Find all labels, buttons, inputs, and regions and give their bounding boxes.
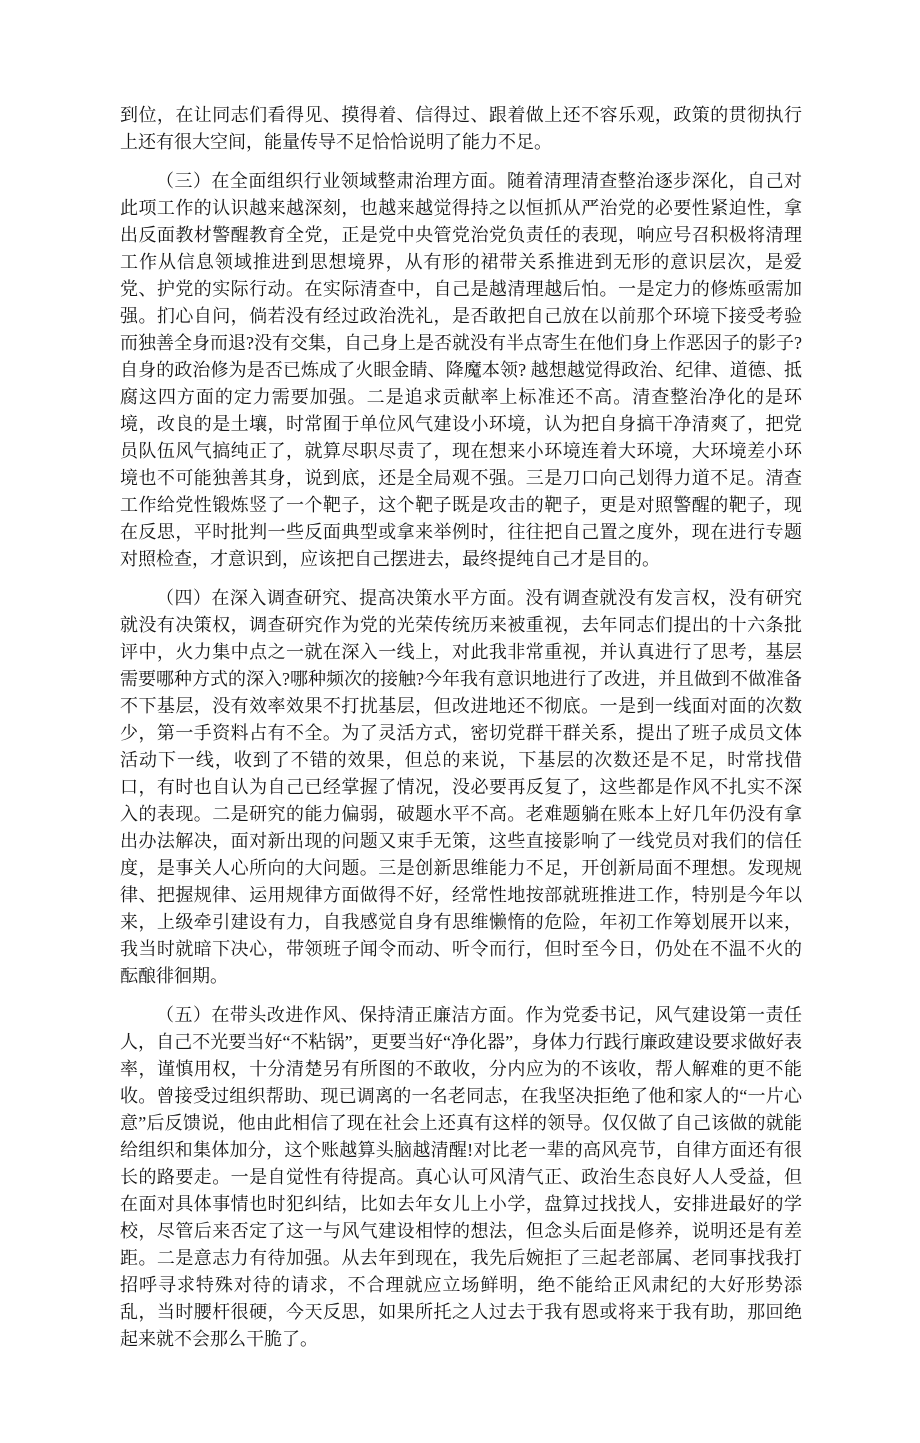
paragraph-continuation: 到位，在让同志们看得见、摸得着、信得过、跟着做上还不容乐观，政策的贯彻执行上还有很大空间，能量传导不足恰恰说明了能力不足。	[120, 105, 802, 152]
paragraph-section-4: （四）在深入调查研究、提高决策水平方面。没有调查就没有发言权，没有研究就没有决策权，调查研究作为党的光荣传统历来被重视，去年同志们提出的十六条批评中，火力集中点之一就在深入一线上，对此我非常重视，并认真进行了思考，基层需要哪种方式的深入?哪种频次的接触?今年我有意识地进行了改进，并且做到不做准备不下基层，没有效率效果不打扰基层，但改进地还不彻底。一是到一线面对面的次数少，第一手资料占有不全。为了灵活方式，密切党群干群关系，提出了班子成员文体活动下一线，收到了不错的效果，但总的来说，下基层的次数还是不足，时常找借口，有时也自认为自己已经掌握了情况，没必要再反复了，这些都是作风不扎实不深入的表现。二是研究的能力偏弱，破题水平不高。老难题躺在账本上好几年仍没有拿出办法解决，面对新出现的问题又束手无策，这些直接影响了一线党员对我们的信任度，是事关人心所向的大问题。三是创新思维能力不足，开创新局面不理想。发现规律、把握规律、运用规律方面做得不好，经常性地按部就班推进工作，特别是今年以来，上级牵引建设有力，自我感觉自身有思维懒惰的危险，年初工作筹划展开以来，我当时就暗下决心，带领班子闻令而动、听令而行，但时至今日，仍处在不温不火的酝酿徘徊期。	[120, 588, 802, 986]
paragraph-section-5: （五）在带头改进作风、保持清正廉洁方面。作为党委书记，风气建设第一责任人，自己不光要当好“不粘锅”，更要当好“净化器”，身体力行践行廉政建设要求做好表率，谨慎用权，十分清楚另有所图的不敢收，分内应为的不该收，帮人解难的更不能收。曾接受过组织帮助、现已调离的一名老同志，在我坚决拒绝了他和家人的“一片心意”后反馈说，他由此相信了现在社会上还真有这样的领导。仅仅做了自己该做的就能给组织和集体加分，这个账越算头脑越清醒!对比老一辈的高风亮节，自律方面还有很长的路要走。一是自觉性有待提高。真心认可风清气正、政治生态良好人人受益，但在面对具体事情也时犯纠结，比如去年女儿上小学，盘算过找找人，安排进最好的学校，尽管后来否定了这一与风气建设相悖的想法，但念头后面是修养，说明还是有差距。二是意志力有待加强。从去年到现在，我先后婉拒了三起老部属、老同事找我打招呼寻求特殊对待的请求，不合理就应立场鲜明，绝不能给正风肃纪的大好形势添乱，当时腰杆很硬，今天反思，如果所托之人过去于我有恩或将来于我有助，那回绝起来就不会那么干脆了。	[120, 1005, 802, 1349]
document-text-body	[120, 102, 802, 1353]
paragraph-section-3: （三）在全面组织行业领域整肃治理方面。随着清理清查整治逐步深化，自己对此项工作的认识越来越深刻，也越来越觉得持之以恒抓从严治党的必要性紧迫性，拿出反面教材警醒教育全党，正是党中央管党治党负责任的表现，响应号召积极将清理工作从信息领域推进到思想境界，从有形的裙带关系推进到无形的意识层次，是爱党、护党的实际行动。在实际清查中，自己是越清理越后怕。一是定力的修炼亟需加强。扪心自问，倘若没有经过政治洗礼，是否敢把自己放在以前那个环境下接受考验而独善全身而退?没有交集，自己身上是否就没有半点寄生在他们身上作恶因子的影子? 自身的政治修为是否已炼成了火眼金睛、降魔本领? 越想越觉得政治、纪律、道德、抵腐这四方面的定力需要加强。二是追求贡献率上标准还不高。清查整治净化的是环境，改良的是土壤，时常囿于单位风气建设小环境，认为把自身搞干净清爽了，把党员队伍风气搞纯正了，就算尽职尽责了，现在想来小环境连着大环境，大环境差小环境也不可能独善其身，说到底，还是全局观不强。三是刀口向己划得力道不足。清查工作给党性锻炼竖了一个靶子，这个靶子既是攻击的靶子，更是对照警醒的靶子，现在反思，平时批判一些反面典型或拿来举例时，往往把自己置之度外，现在进行专题对照检查，才意识到，应该把自己摆进去，最终提纯自己才是目的。	[120, 171, 802, 569]
